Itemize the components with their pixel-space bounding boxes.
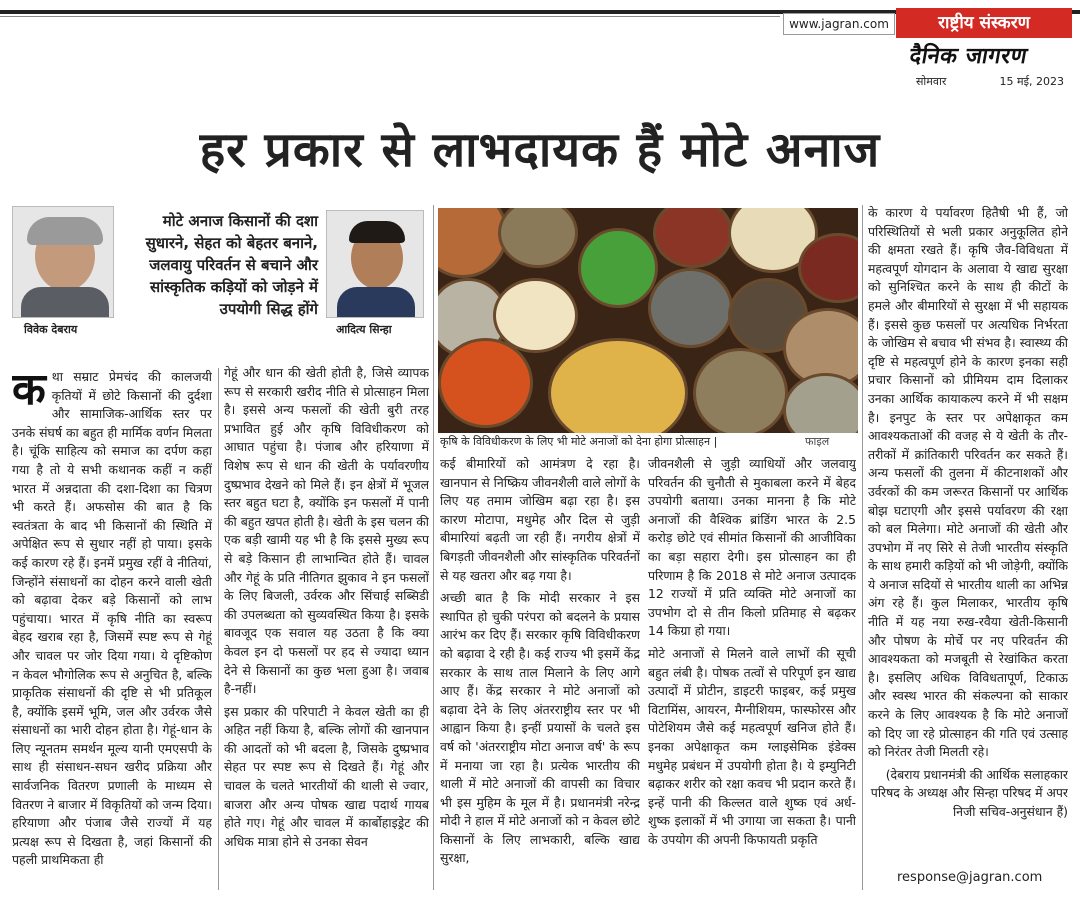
publish-date: 15 मई, 2023 — [999, 75, 1064, 88]
author-note: (देबराय प्रधानमंत्री की आर्थिक सलाहकार परिषद के अध्यक्ष और सिन्हा परिषद में अपर निजी सचिव-अनुसंधान हैं) — [870, 766, 1068, 819]
article-column-1 — [12, 368, 212, 886]
author-name-2: आदित्य सिन्हा — [336, 323, 392, 336]
column-rule — [862, 205, 863, 890]
newspaper-logo: दैनिक जागरण — [907, 43, 1030, 69]
column-rule — [218, 368, 219, 890]
col2-para-1: गेहूं और धान की खेती होती है, जिसे व्यापक रूप से सरकारी खरीद नीति से प्रोत्साहन मिला है। इससे अन्य फसलों की खेती बुरी तरह प्रभावित हुई और कृषि विविधीकरण को आघात पहुंचा है। पंजाब और हरियाणा में विशेष रूप से धान की खेती के पर्यावरणीय दुष्प्रभाव देखने को मिले हैं। इन क्षेत्रों में भूजल स्तर बहुत घटा है, क्योंकि इन फसलों में पानी की बहुत खपत होती है। खेती के इस चलन की एक बड़ी खामी यह भी है कि इससे मुख्य रूप से बड़े किसान ही लाभान्वित होते हैं। चावल और गेहूं के प्रति नीतिगत झुकाव ने इन फसलों के लिए बिजली, उर्वरक और सिंचाई सब्सिडी की उपलब्धता को सुव्यवस्थित किया है। इसके बावजूद एक सवाल यह उठता है कि क्या केवल इन दो फसलों पर हद से ज्यादा ध्यान देने से किसानों का कुछ भला हुआ है। जवाब है-नहीं। — [224, 365, 429, 697]
article-column-2 — [224, 364, 429, 888]
image-caption: कृषि के विविधीकरण के लिए भी मोटे अनाजों को देना होगा प्रोत्साहन | — [440, 435, 718, 448]
image-credit: फाइल — [805, 435, 830, 448]
millet-bowls-image — [438, 208, 858, 433]
article-column-5 — [868, 204, 1068, 868]
col4-para-2: मोटे अनाजों से मिलने वाले लाभों की सूची बहुत लंबी है। पोषक तत्वों से परिपूर्ण इन खाद्य उत्पादों में प्रोटीन, डाइटरी फाइबर, कई प्रमुख विटामिंस, आयरन, मैग्नीशियम, फास्फोरस और पोटेशियम जैसे कई महत्वपूर्ण खनिज होते हैं। इनका अपेक्षाकृत कम ग्लाइसेमिक इंडेक्स मधुमेह प्रबंधन में उपयोगी होता है। ये इम्युनिटी बढ़ाकर शरीर को रक्षा कवच भी प्रदान करते हैं। इन्हें पानी की किल्लत वाले शुष्क एवं अर्ध-शुष्क इलाकों में भी उगाया जा सकता है। पानी के उपयोग की अपनी किफायती प्रकृति — [648, 645, 856, 847]
author-shirt — [21, 287, 109, 318]
dateline — [916, 74, 1064, 89]
col3-para-2: अच्छी बात है कि मोदी सरकार ने इस स्थापित हो चुकी परंपरा को बदलने के प्रयास आरंभ कर दिए हैं। सरकार कृषि विविधीकरण को बढ़ावा दे रही है। कई राज्य भी इसमें केंद्र सरकार के साथ ताल मिलाने के लिए आगे आए हैं। केंद्र सरकार ने मोटे अनाजों को बढ़ावा देने के लिए अंतरराष्ट्रीय स्तर पर भी आह्वान किया है। इन्हीं प्रयासों के चलते इस वर्ष को 'अंतरराष्ट्रीय मोटा अनाज वर्ष' के रूप में मनाया जा रहा है। प्रत्येक भारतीय की थाली में मोटे अनाजों की वापसी का विचार भी इस मुहिम के मूल में है। प्रधानमंत्री नरेन्द्र मोदी ने हाल में मोटे अनाजों को न केवल छोटे किसानों के लिए लाभकारी, बल्कि खाद्य सुरक्षा, — [440, 590, 640, 866]
col1-text: था सम्राट प्रेमचंद की कालजयी कृतियों में छोटे किसानों की दुर्दशा और सामाजिक-आर्थिक स्तर पर उनके संघर्ष का बहुत ही मार्मिक वर्णन मिलता है। चूंकि साहित्य को समाज का दर्पण कहा गया है तो ये सभी कथानक कहीं न कहीं भारत में अन्नदाता की दशा-दिशा का चित्रण भी करते हैं। अफसोस की बात है कि स्वतंत्रता के बाद भी किसानों की स्थिति में अपेक्षित रूप से सुधार नहीं हो पाया। इसके कई कारण रहे हैं। इनमें प्रमुख रहीं वे नीतियां, जिन्होंने संसाधनों का दोहन करने वाली खेती को बढ़ावा देकर बड़े किसानों को लाभ पहुंचाया। भारत में कृषि नीति का स्वरूप बेहद खराब रहा है, जिसमें स्पष्ट रूप से गेहूं और चावल पर जोर दिया गया। ये दृष्टिकोण न केवल भौगोलिक रूप से अनुचित है, बल्कि प्राकृतिक संसाधनों की दृष्टि से भी प्रतिकूल है, क्योंकि इसमें भूमि, जल और उर्वरक जैसे संसाधनों का भारी दोहन होता है। गेहूं-धान के लिए न्यूनतम समर्थन मूल्य यानी एमएसपी के साथ ही संसाधन-सघन खरीद प्रक्रिया और सार्वजनिक वितरण प्रणाली के माध्यम से वितरण ने बाजार में विकृतियों को जन्म दिया। हरियाणा और पंजाब जैसे राज्यों में यह प्रत्यक्ष रूप से दिखता है, जहां किसानों की पहली प्राथमिकता ही — [12, 369, 212, 868]
edition-badge: राष्ट्रीय संस्करण — [896, 8, 1072, 38]
drop-cap: क — [12, 368, 46, 415]
author-shirt — [337, 287, 415, 318]
author-photo-2 — [326, 210, 424, 318]
site-url[interactable]: www.jagran.com — [783, 13, 895, 35]
col3-para-1: कई बीमारियों को आमंत्रण दे रहा है। खानपान से निष्क्रिय जीवनशैली वाले लोगों के लिए यह तमाम जोखिम बढ़ा रहा है। इस कारण मोटापा, मधुमेह और दिल से जुड़ी बीमारियां बढ़ती जा रही हैं। नगरीय क्षेत्रों में बिगड़ती जीवनशैली और सांस्कृतिक परिवर्तनों से यह खतरा और बढ़ गया है। — [440, 456, 640, 583]
col2-para-2: इस प्रकार की परिपाटी ने केवल खेती का ही अहित नहीं किया है, बल्कि लोगों की खानपान की आदतों को भी बदला है, जिसके दुष्प्रभाव सेहत पर स्पष्ट रूप से दिखते हैं। गेहूं और चावल के चलते भारतीयों की थाली से ज्वार, बाजरा और अन्य पोषक खाद्य पदार्थ गायब होते गए। गेहूं और चावल में कार्बोहाइड्रेट की अधिक मात्रा होने से उनका सेवन — [224, 703, 429, 849]
page-title: हर प्रकार से लाभदायक हैं मोटे अनाज — [199, 122, 881, 178]
article-column-3 — [440, 455, 640, 888]
author-hair — [349, 221, 405, 243]
article-column-4 — [648, 455, 856, 888]
response-email[interactable]: response@jagran.com — [897, 870, 1043, 885]
author-photo-1 — [12, 206, 114, 318]
author-name-1: विवेक देबराय — [24, 323, 78, 336]
article-subhead: मोटे अनाज किसानों की दशा सुधारने, सेहत को बेहतर बनाने, जलवायु परिवर्तन से बचाने और सांस्कृतिक कड़ियों को जोड़ने में उपयोगी सिद्ध होंगे — [145, 212, 318, 318]
col4-para-1: जीवनशैली से जुड़ी व्याधियों और जलवायु परिवर्तन की चुनौती से मुकाबला करने में बेहद उपयोगी बताया। उनका मानना है कि मोटे अनाजों की वैश्विक ब्रांडिंग भारत के 2.5 करोड़ छोटे एवं सीमांत किसानों की आजीविका का बड़ा सहारा देगी। इस प्रोत्साहन का ही परिणाम है कि 2018 से मोटे अनाज उत्पादक 12 राज्यों में प्रति व्यक्ति मोटे अनाजों का उपभोग दो से तीन किलो प्रतिमाह से बढ़कर 14 किग्रा हो गया। — [648, 456, 856, 639]
weekday: सोमवार — [916, 75, 947, 88]
author-hair — [27, 217, 103, 245]
col5-para-1: के कारण ये पर्यावरण हितैषी भी हैं, जो परिस्थितियों से भली प्रकार अनुकूलित होने की क्षमता रखते हैं। कृषि जैव-विविधता में महत्वपूर्ण योगदान के अलावा ये खाद्य सुरक्षा को सुनिश्चित करने के साथ ही कीटों के हमले और बीमारियों से सुरक्षा में भी सहायक हैं। इससे कुछ फसलों पर अत्यधिक निर्भरता के जोखिम से बचाव भी संभव है। स्वास्थ्य की दृष्टि से महत्वपूर्ण होने के कारण इनका सही प्रचार किसानों को प्रीमियम दाम दिलाकर उनका आर्थिक कायाकल्प करने में भी सक्षम है। इनपुट के स्तर पर अपेक्षाकृत कम आवश्यकताओं की वजह से ये खेती के तौर-तरीकों में क्रांतिकारी परिवर्तन कर सकते हैं। अन्य फसलों की तुलना में कीटनाशकों और उर्वरकों की कम जरूरत किसानों पर आर्थिक बोझ घटाएगी और इससे पर्यावरण की रक्षा को बल मिलेगा। मोटे अनाजों की खेती और उपभोग में नए सिरे से तेजी भारतीय संस्कृति के साथ हमारी कड़ियों को भी जोड़ेगी, क्योंकि ये अनाज सदियों से भारतीय थाली का अभिन्न अंग रहे हैं। कुल मिलाकर, भारतीय कृषि नीति में यह नया रुख-रवैया खेती-किसानी और पोषण के मोर्चे पर नए परिवर्तन की आवश्यकता को मजबूती से रेखांकित करता है। इसलिए अधिक विविधतापूर्ण, टिकाऊ और स्वस्थ भारत की संकल्पना को साकार करने के लिए आवश्यक है कि मोटे अनाजों को दिए जा रहे प्रोत्साहन की गति एवं उत्साह को निरंतर तेजी मिलती रहे। — [868, 205, 1068, 760]
column-rule — [433, 205, 434, 890]
top-rule-thin — [0, 16, 780, 17]
